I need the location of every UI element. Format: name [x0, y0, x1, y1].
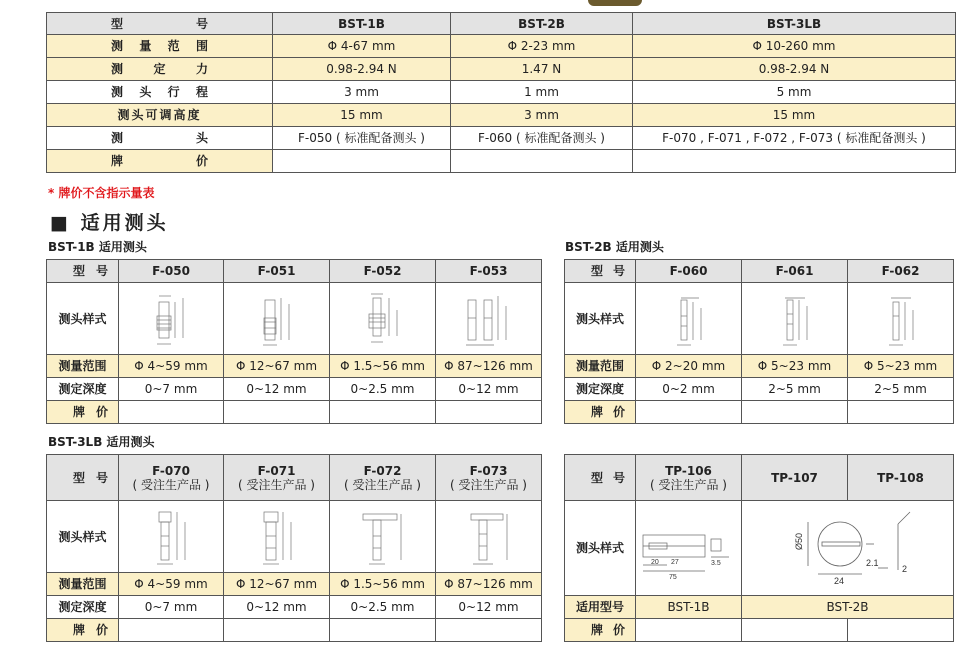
probe-drawing-f062: [848, 283, 954, 355]
t3-depth: 0~2.5 mm: [330, 596, 436, 619]
spec-cell: F-050 ( 标准配备测头 ): [273, 127, 451, 150]
probe-drawing-icon: [353, 506, 413, 568]
spec-cell: F-070 , F-071 , F-072 , F-073 ( 标准配备测头 ): [633, 127, 956, 150]
dim-label: 27: [670, 559, 679, 566]
bst1b-probe-table: [46, 259, 542, 424]
spec-cell: Φ 10-260 mm: [633, 35, 956, 58]
t1-model: F-052: [330, 260, 436, 283]
spec-cell: 5 mm: [633, 81, 956, 104]
spec-label-height: 测头可调高度: [47, 104, 273, 127]
spec-cell: [451, 150, 633, 173]
t4-applicable: BST-2B: [742, 596, 954, 619]
spec-label-force: 测 定 力: [47, 58, 273, 81]
spec-cell: F-060 ( 标准配备测头 ): [451, 127, 633, 150]
t2-model: F-060: [636, 260, 742, 283]
probe-drawing-icon: [141, 506, 201, 568]
t1-range: Φ 4~59 mm: [119, 355, 224, 378]
dim-label: 2: [901, 564, 907, 574]
t2-price: [848, 401, 954, 424]
spec-label-probe: 测 头: [47, 127, 273, 150]
t1-depth: 0~12 mm: [436, 378, 542, 401]
spec-cell: 3 mm: [451, 104, 633, 127]
t3-model: F-071 ( 受注生产品 ): [224, 455, 330, 501]
t1-model-label: 型 号: [47, 260, 119, 283]
probe-drawing-icon: [639, 513, 739, 583]
probe-drawing-f071: [224, 501, 330, 573]
t4-price: [848, 619, 954, 642]
t4-price: [742, 619, 848, 642]
t1-model: F-050: [119, 260, 224, 283]
t4-model-label: 型 号: [565, 455, 636, 501]
t2-depth: 0~2 mm: [636, 378, 742, 401]
dim-label: 24: [833, 576, 844, 586]
dim-label: 20: [650, 559, 659, 566]
t1-range: Φ 12~67 mm: [224, 355, 330, 378]
t4-price-label: 牌 价: [565, 619, 636, 642]
t3-range: Φ 12~67 mm: [224, 573, 330, 596]
t4-style-label: 测头样式: [565, 501, 636, 596]
t2-depth: 2~5 mm: [848, 378, 954, 401]
t3-price-label: 牌 价: [47, 619, 119, 642]
t1-price-label: 牌 价: [47, 401, 119, 424]
probe-drawing-f061: [742, 283, 848, 355]
t4-applicable-label: 适用型号: [565, 596, 636, 619]
probe-drawing-f073: [436, 501, 542, 573]
t3-depth: 0~12 mm: [436, 596, 542, 619]
spec-header-bst2b: BST-2B: [451, 13, 633, 35]
t1-range-label: 测量范围: [47, 355, 119, 378]
t3-style-label: 测头样式: [47, 501, 119, 573]
t4-price: [636, 619, 742, 642]
t2-style-label: 测头样式: [565, 283, 636, 355]
t1-price: [224, 401, 330, 424]
bst2b-probe-table: [564, 259, 954, 424]
t4-applicable: BST-1B: [636, 596, 742, 619]
dim-label: Ø50: [793, 532, 804, 550]
spec-cell: 1 mm: [451, 81, 633, 104]
spec-header-bst1b: BST-1B: [273, 13, 451, 35]
t3-price: [224, 619, 330, 642]
t1-caption: BST-1B 适用测头: [48, 240, 147, 254]
spec-table: [46, 12, 956, 173]
t1-range: Φ 87~126 mm: [436, 355, 542, 378]
spec-cell: 1.47 N: [451, 58, 633, 81]
t1-model: F-053: [436, 260, 542, 283]
spec-label-stroke: 测 头 行 程: [47, 81, 273, 104]
spec-cell: 0.98-2.94 N: [633, 58, 956, 81]
t3-depth: 0~7 mm: [119, 596, 224, 619]
t2-depth: 2~5 mm: [742, 378, 848, 401]
t1-depth: 0~12 mm: [224, 378, 330, 401]
t1-depth: 0~7 mm: [119, 378, 224, 401]
probe-drawing-icon: [748, 510, 948, 586]
spec-cell: Φ 4-67 mm: [273, 35, 451, 58]
t4-model: TP-106 ( 受注生产品 ): [636, 455, 742, 501]
t2-caption: BST-2B 适用测头: [565, 240, 664, 254]
t3-depth-label: 测定深度: [47, 596, 119, 619]
t2-price: [742, 401, 848, 424]
probe-drawing-f060: [636, 283, 742, 355]
probe-drawing-tp106: [636, 501, 742, 596]
spec-cell: 15 mm: [273, 104, 451, 127]
t2-range: Φ 5~23 mm: [848, 355, 954, 378]
t3-model: F-072 ( 受注生产品 ): [330, 455, 436, 501]
probe-drawing-icon: [659, 288, 719, 350]
probe-drawing-tp107-108: [742, 501, 954, 596]
t3-model: F-070 ( 受注生产品 ): [119, 455, 224, 501]
probe-drawing-icon: [353, 288, 413, 350]
t3-price: [330, 619, 436, 642]
t1-price: [119, 401, 224, 424]
dim-label: 2.1: [865, 558, 879, 568]
probe-drawing-f053: [436, 283, 542, 355]
bst3lb-probe-table: [46, 454, 542, 642]
t3-range: Φ 1.5~56 mm: [330, 573, 436, 596]
t3-caption: BST-3LB 适用测头: [48, 435, 155, 449]
probe-drawing-f051: [224, 283, 330, 355]
probe-drawing-icon: [871, 288, 931, 350]
t2-model-label: 型 号: [565, 260, 636, 283]
t2-range-label: 测量范围: [565, 355, 636, 378]
spec-cell: [273, 150, 451, 173]
t2-range: Φ 2~20 mm: [636, 355, 742, 378]
spec-header-bst3lb: BST-3LB: [633, 13, 956, 35]
t1-model: F-051: [224, 260, 330, 283]
t2-price-label: 牌 价: [565, 401, 636, 424]
t3-model: F-073 ( 受注生产品 ): [436, 455, 542, 501]
t3-range: Φ 4~59 mm: [119, 573, 224, 596]
section-title: ■ 适用测头: [50, 212, 169, 234]
probe-drawing-f070: [119, 501, 224, 573]
t2-price: [636, 401, 742, 424]
t3-price: [119, 619, 224, 642]
spec-label-range: 测 量 范 围: [47, 35, 273, 58]
spec-cell: [633, 150, 956, 173]
tp-probe-table: [564, 454, 954, 642]
spec-cell: 3 mm: [273, 81, 451, 104]
spec-cell: 0.98-2.94 N: [273, 58, 451, 81]
probe-drawing-f050: [119, 283, 224, 355]
t2-range: Φ 5~23 mm: [742, 355, 848, 378]
spec-label-price: 牌 价: [47, 150, 273, 173]
t1-price: [330, 401, 436, 424]
top-decoration: [588, 0, 642, 6]
probe-drawing-icon: [247, 288, 307, 350]
t3-depth: 0~12 mm: [224, 596, 330, 619]
t4-model: TP-107: [742, 455, 848, 501]
t3-model-label: 型 号: [47, 455, 119, 501]
probe-drawing-icon: [454, 288, 524, 350]
t3-range-label: 测量范围: [47, 573, 119, 596]
t1-depth-label: 测定深度: [47, 378, 119, 401]
probe-drawing-f072: [330, 501, 436, 573]
dim-label: 3.5: [710, 560, 721, 567]
probe-drawing-icon: [141, 288, 201, 350]
probe-drawing-icon: [247, 506, 307, 568]
price-note: * 牌价不含指示量表: [48, 186, 155, 200]
t2-depth-label: 测定深度: [565, 378, 636, 401]
t1-range: Φ 1.5~56 mm: [330, 355, 436, 378]
t2-model: F-062: [848, 260, 954, 283]
spec-cell: 15 mm: [633, 104, 956, 127]
t2-model: F-061: [742, 260, 848, 283]
t3-price: [436, 619, 542, 642]
t1-price: [436, 401, 542, 424]
dim-label: 75: [668, 574, 677, 581]
spec-header-model: 型 号: [47, 13, 273, 35]
probe-drawing-icon: [765, 288, 825, 350]
t1-depth: 0~2.5 mm: [330, 378, 436, 401]
t4-model: TP-108: [848, 455, 954, 501]
probe-drawing-icon: [459, 506, 519, 568]
t1-style-label: 测头样式: [47, 283, 119, 355]
spec-cell: Φ 2-23 mm: [451, 35, 633, 58]
probe-drawing-f052: [330, 283, 436, 355]
t3-range: Φ 87~126 mm: [436, 573, 542, 596]
